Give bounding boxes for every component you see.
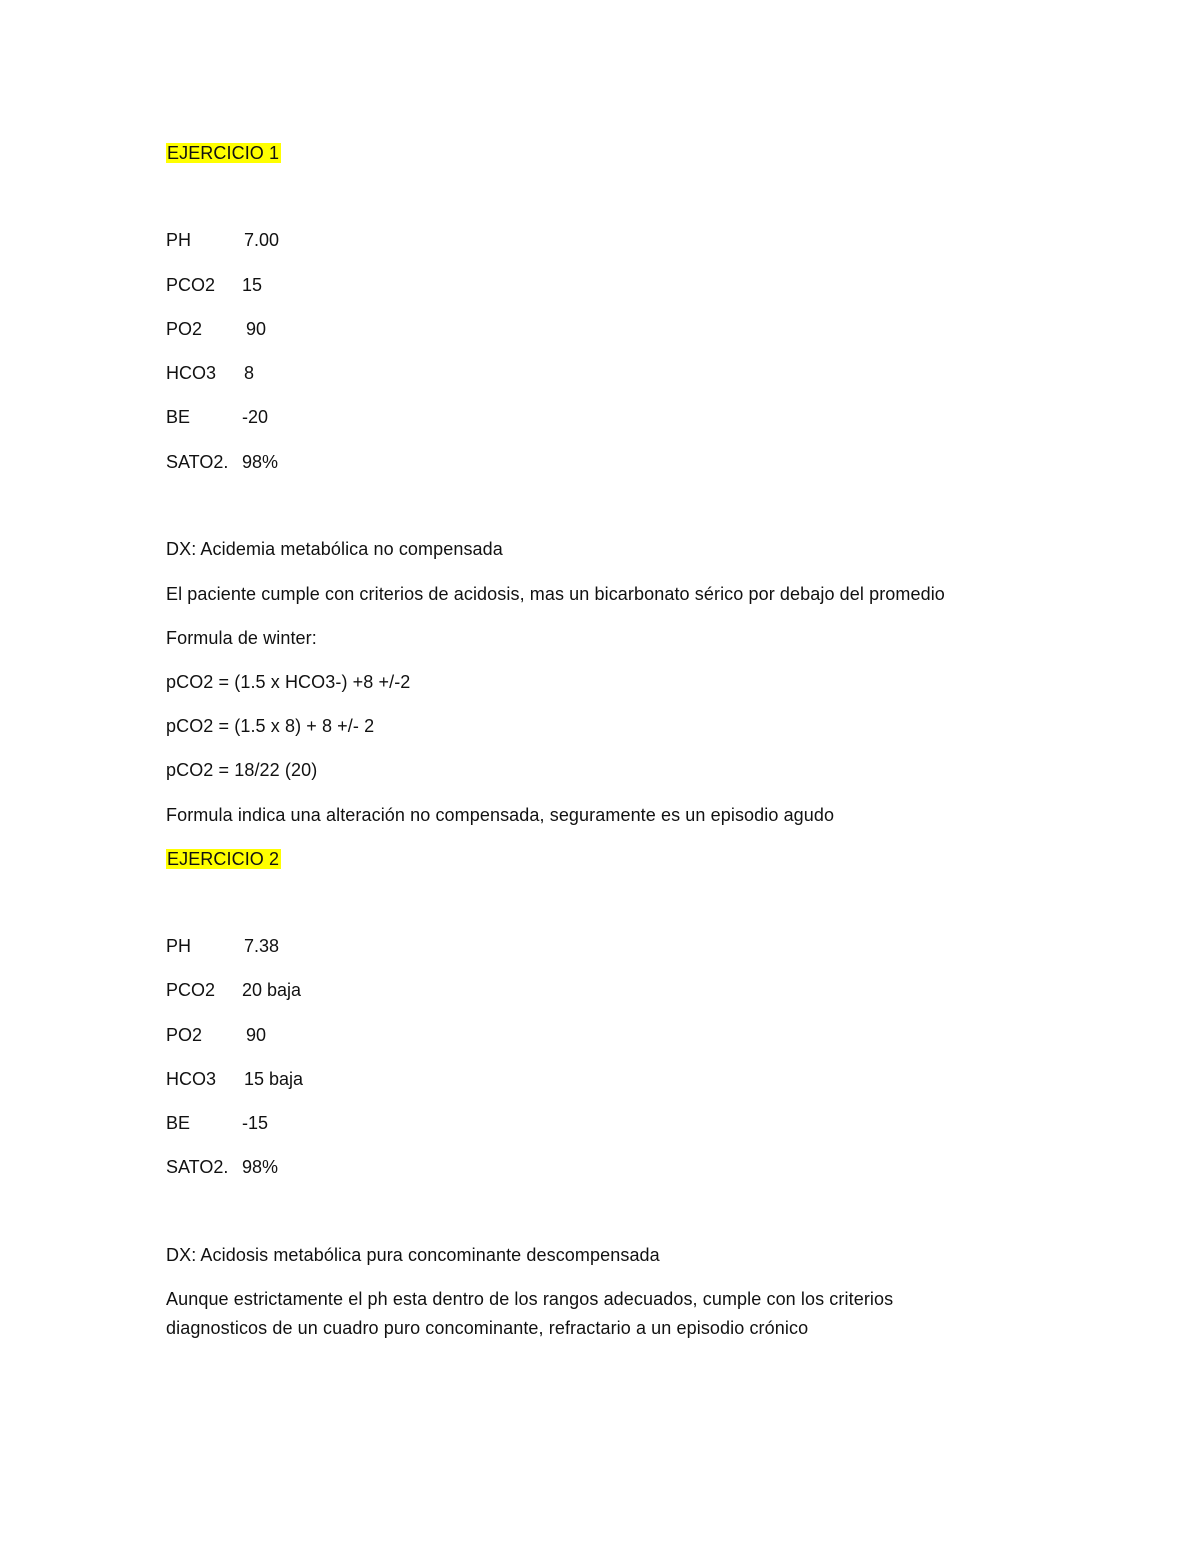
lab-value: 15 baja xyxy=(244,1069,304,1089)
lab-value: 98% xyxy=(242,452,279,472)
lab-value: 15 xyxy=(242,275,263,295)
lab-name: HCO3 xyxy=(166,1069,217,1089)
exercise-1-explanation: El paciente cumple con criterios de acidosis, mas un bicarbonato sérico por debajo del promedio xyxy=(166,584,945,604)
lab-name: PO2 xyxy=(166,1025,203,1045)
lab-row-sato2 xyxy=(166,451,278,473)
lab-row-hco3 xyxy=(166,1068,303,1090)
lab-row-po2 xyxy=(166,318,266,340)
lab-value: 90 xyxy=(246,319,267,339)
exercise-2-diagnosis: DX: Acidosis metabólica pura concominante descompensada xyxy=(166,1245,660,1265)
lab-row-po2 xyxy=(166,1024,266,1046)
lab-value: 20 baja xyxy=(242,980,302,1000)
lab-value: -20 xyxy=(242,407,269,427)
lab-name: PO2 xyxy=(166,319,203,339)
formula-line-2: pCO2 = (1.5 x 8) + 8 +/- 2 xyxy=(166,716,375,736)
lab-row-ph xyxy=(166,935,279,957)
lab-name: BE xyxy=(166,1113,191,1133)
formula-line-1: pCO2 = (1.5 x HCO3-) +8 +/-2 xyxy=(166,672,411,692)
formula-title: Formula de winter: xyxy=(166,628,317,648)
formula-line-3: pCO2 = 18/22 (20) xyxy=(166,760,318,780)
lab-row-pco2 xyxy=(166,979,301,1001)
lab-value: 98% xyxy=(242,1157,279,1177)
lab-name: PH xyxy=(166,230,192,250)
lab-name: HCO3 xyxy=(166,363,217,383)
lab-name: PCO2 xyxy=(166,275,216,295)
exercise-2-explanation-line-2: diagnosticos de un cuadro puro concominante, refractario a un episodio crónico xyxy=(166,1318,809,1338)
exercise-1-heading-line xyxy=(166,142,281,164)
lab-row-pco2 xyxy=(166,274,262,296)
exercise-2-explanation-line-1: Aunque estrictamente el ph esta dentro de los rangos adecuados, cumple con los criterios xyxy=(166,1289,894,1309)
exercise-2-heading: EJERCICIO 2 xyxy=(167,849,280,869)
lab-row-hco3 xyxy=(166,362,254,384)
lab-value: 7.00 xyxy=(244,230,280,250)
exercise-2-heading-line xyxy=(166,848,281,870)
lab-name: SATO2. xyxy=(166,1157,229,1177)
exercise-1-diagnosis: DX: Acidemia metabólica no compensada xyxy=(166,539,503,559)
lab-value: 8 xyxy=(244,363,255,383)
lab-name: PCO2 xyxy=(166,980,216,1000)
lab-row-be xyxy=(166,1112,268,1134)
lab-row-sato2 xyxy=(166,1156,278,1178)
lab-row-ph xyxy=(166,229,279,251)
lab-value: 90 xyxy=(246,1025,267,1045)
lab-value: 7.38 xyxy=(244,936,280,956)
formula-conclusion: Formula indica una alteración no compensada, seguramente es un episodio agudo xyxy=(166,805,835,825)
lab-value: -15 xyxy=(242,1113,269,1133)
lab-name: SATO2. xyxy=(166,452,229,472)
lab-row-be xyxy=(166,406,268,428)
lab-name: BE xyxy=(166,407,191,427)
lab-name: PH xyxy=(166,936,192,956)
exercise-1-heading: EJERCICIO 1 xyxy=(167,143,280,163)
